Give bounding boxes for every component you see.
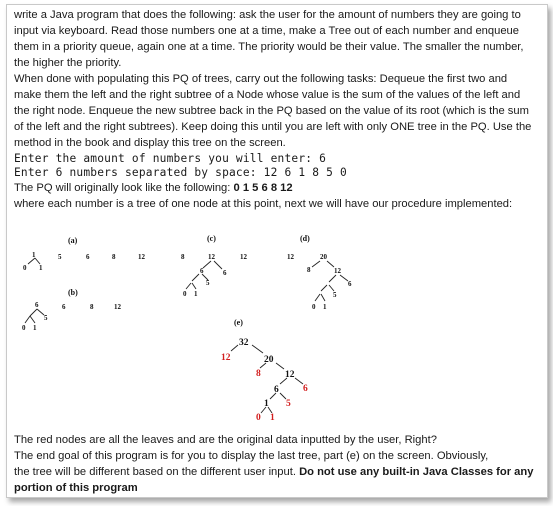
svg-text:12: 12 xyxy=(287,253,294,261)
svg-text:6: 6 xyxy=(223,269,227,277)
console-output-line: Enter the amount of numbers you will enter: 6 xyxy=(14,152,327,165)
svg-text:6: 6 xyxy=(200,267,204,275)
paragraph-line: The end goal of this program is for you to display the last tree, part (e) on the screen. Obviously, xyxy=(14,450,489,462)
svg-text:20: 20 xyxy=(320,253,327,261)
paragraph-line: where each number is a tree of one node at this point, next we will have our procedure implemented: xyxy=(14,198,513,210)
node-root: 32 xyxy=(239,338,249,348)
svg-text:12: 12 xyxy=(208,253,215,261)
svg-text:8: 8 xyxy=(112,253,116,261)
pq-values: 0 1 5 6 8 12 xyxy=(233,182,293,194)
paragraph-line: write a Java program that does the following: ask the user for the amount of numbers they are going to xyxy=(14,9,521,21)
svg-text:8: 8 xyxy=(181,253,185,261)
paragraph-line: the higher the priority. xyxy=(14,57,122,69)
paragraph-line: them in a priority queue, again one at a time. The priority would be their value. The smaller the number, xyxy=(14,41,524,53)
paragraph-line: method in the book and display this tree on the screen. xyxy=(14,137,286,149)
svg-text:6: 6 xyxy=(86,253,90,261)
paragraph-line: of the left and the right subtrees). Keep doing this until you are left with only ONE tree in the PQ. Use the xyxy=(14,121,532,133)
svg-text:5: 5 xyxy=(206,279,210,287)
label-a: (a) xyxy=(68,236,78,245)
leaf-node: 1 xyxy=(270,413,275,423)
label-d: (d) xyxy=(300,234,310,243)
svg-text:6: 6 xyxy=(62,303,66,311)
node-internal: 12 xyxy=(285,370,295,380)
svg-text:1: 1 xyxy=(194,290,198,298)
svg-text:5: 5 xyxy=(58,253,62,261)
svg-text:12: 12 xyxy=(138,253,145,261)
label-c: (c) xyxy=(207,234,216,243)
svg-text:0: 0 xyxy=(23,264,27,272)
node-internal: 1 xyxy=(264,399,269,409)
label-e: (e) xyxy=(234,318,243,327)
leaf-node: 12 xyxy=(221,353,231,363)
pq-description: The PQ will originally look like the following: 0 1 5 6 8 12 xyxy=(14,182,293,194)
svg-text:12: 12 xyxy=(334,267,341,275)
svg-text:0: 0 xyxy=(183,290,187,298)
paragraph-line: When done with populating this PQ of trees, carry out the following tasks: Dequeue the first two and xyxy=(14,73,508,85)
paragraph-line: input via keyboard. Read those numbers one at a time, make a Tree out of each number and enqueue xyxy=(14,25,519,37)
leaf-node: 8 xyxy=(256,369,261,379)
bold-warning: portion of this program xyxy=(14,482,138,494)
svg-text:1: 1 xyxy=(33,324,37,332)
svg-text:8: 8 xyxy=(90,303,94,311)
svg-text:0: 0 xyxy=(22,324,26,332)
svg-text:12: 12 xyxy=(114,303,121,311)
leaf-node: 6 xyxy=(303,384,308,394)
node-internal: 20 xyxy=(264,355,274,365)
node-internal: 6 xyxy=(274,385,279,395)
svg-text:5: 5 xyxy=(44,314,48,322)
svg-text:1: 1 xyxy=(39,264,43,272)
bold-warning: Do not use any built-in Java Classes for any xyxy=(299,466,534,478)
paragraph-line: the tree will be different based on the different user input. Do not use any built-in Java Classes for any xyxy=(14,466,534,478)
svg-text:8: 8 xyxy=(307,266,311,274)
svg-text:12: 12 xyxy=(240,253,247,261)
console-output-line: Enter 6 numbers separated by space: 12 6 1 8 5 0 xyxy=(14,166,347,179)
svg-text:6: 6 xyxy=(35,301,39,309)
leaf-node: 5 xyxy=(286,399,291,409)
svg-text:5: 5 xyxy=(333,291,337,299)
svg-text:0: 0 xyxy=(312,303,316,311)
svg-text:6: 6 xyxy=(348,280,352,288)
svg-text:1: 1 xyxy=(323,303,327,311)
svg-text:1: 1 xyxy=(32,251,36,259)
paragraph-line: The red nodes are all the leaves and are the original data inputted by the user, Right? xyxy=(14,434,437,446)
paragraph-line: make them the left and the right subtree of a Node whose value is the sum of the values of the left and xyxy=(14,89,521,101)
paragraph-line: the right node. Enqueue the new subtree back in the PQ based on the value of its root (which is the sum xyxy=(14,105,529,117)
leaf-node: 0 xyxy=(256,413,261,423)
label-b: (b) xyxy=(68,288,78,297)
